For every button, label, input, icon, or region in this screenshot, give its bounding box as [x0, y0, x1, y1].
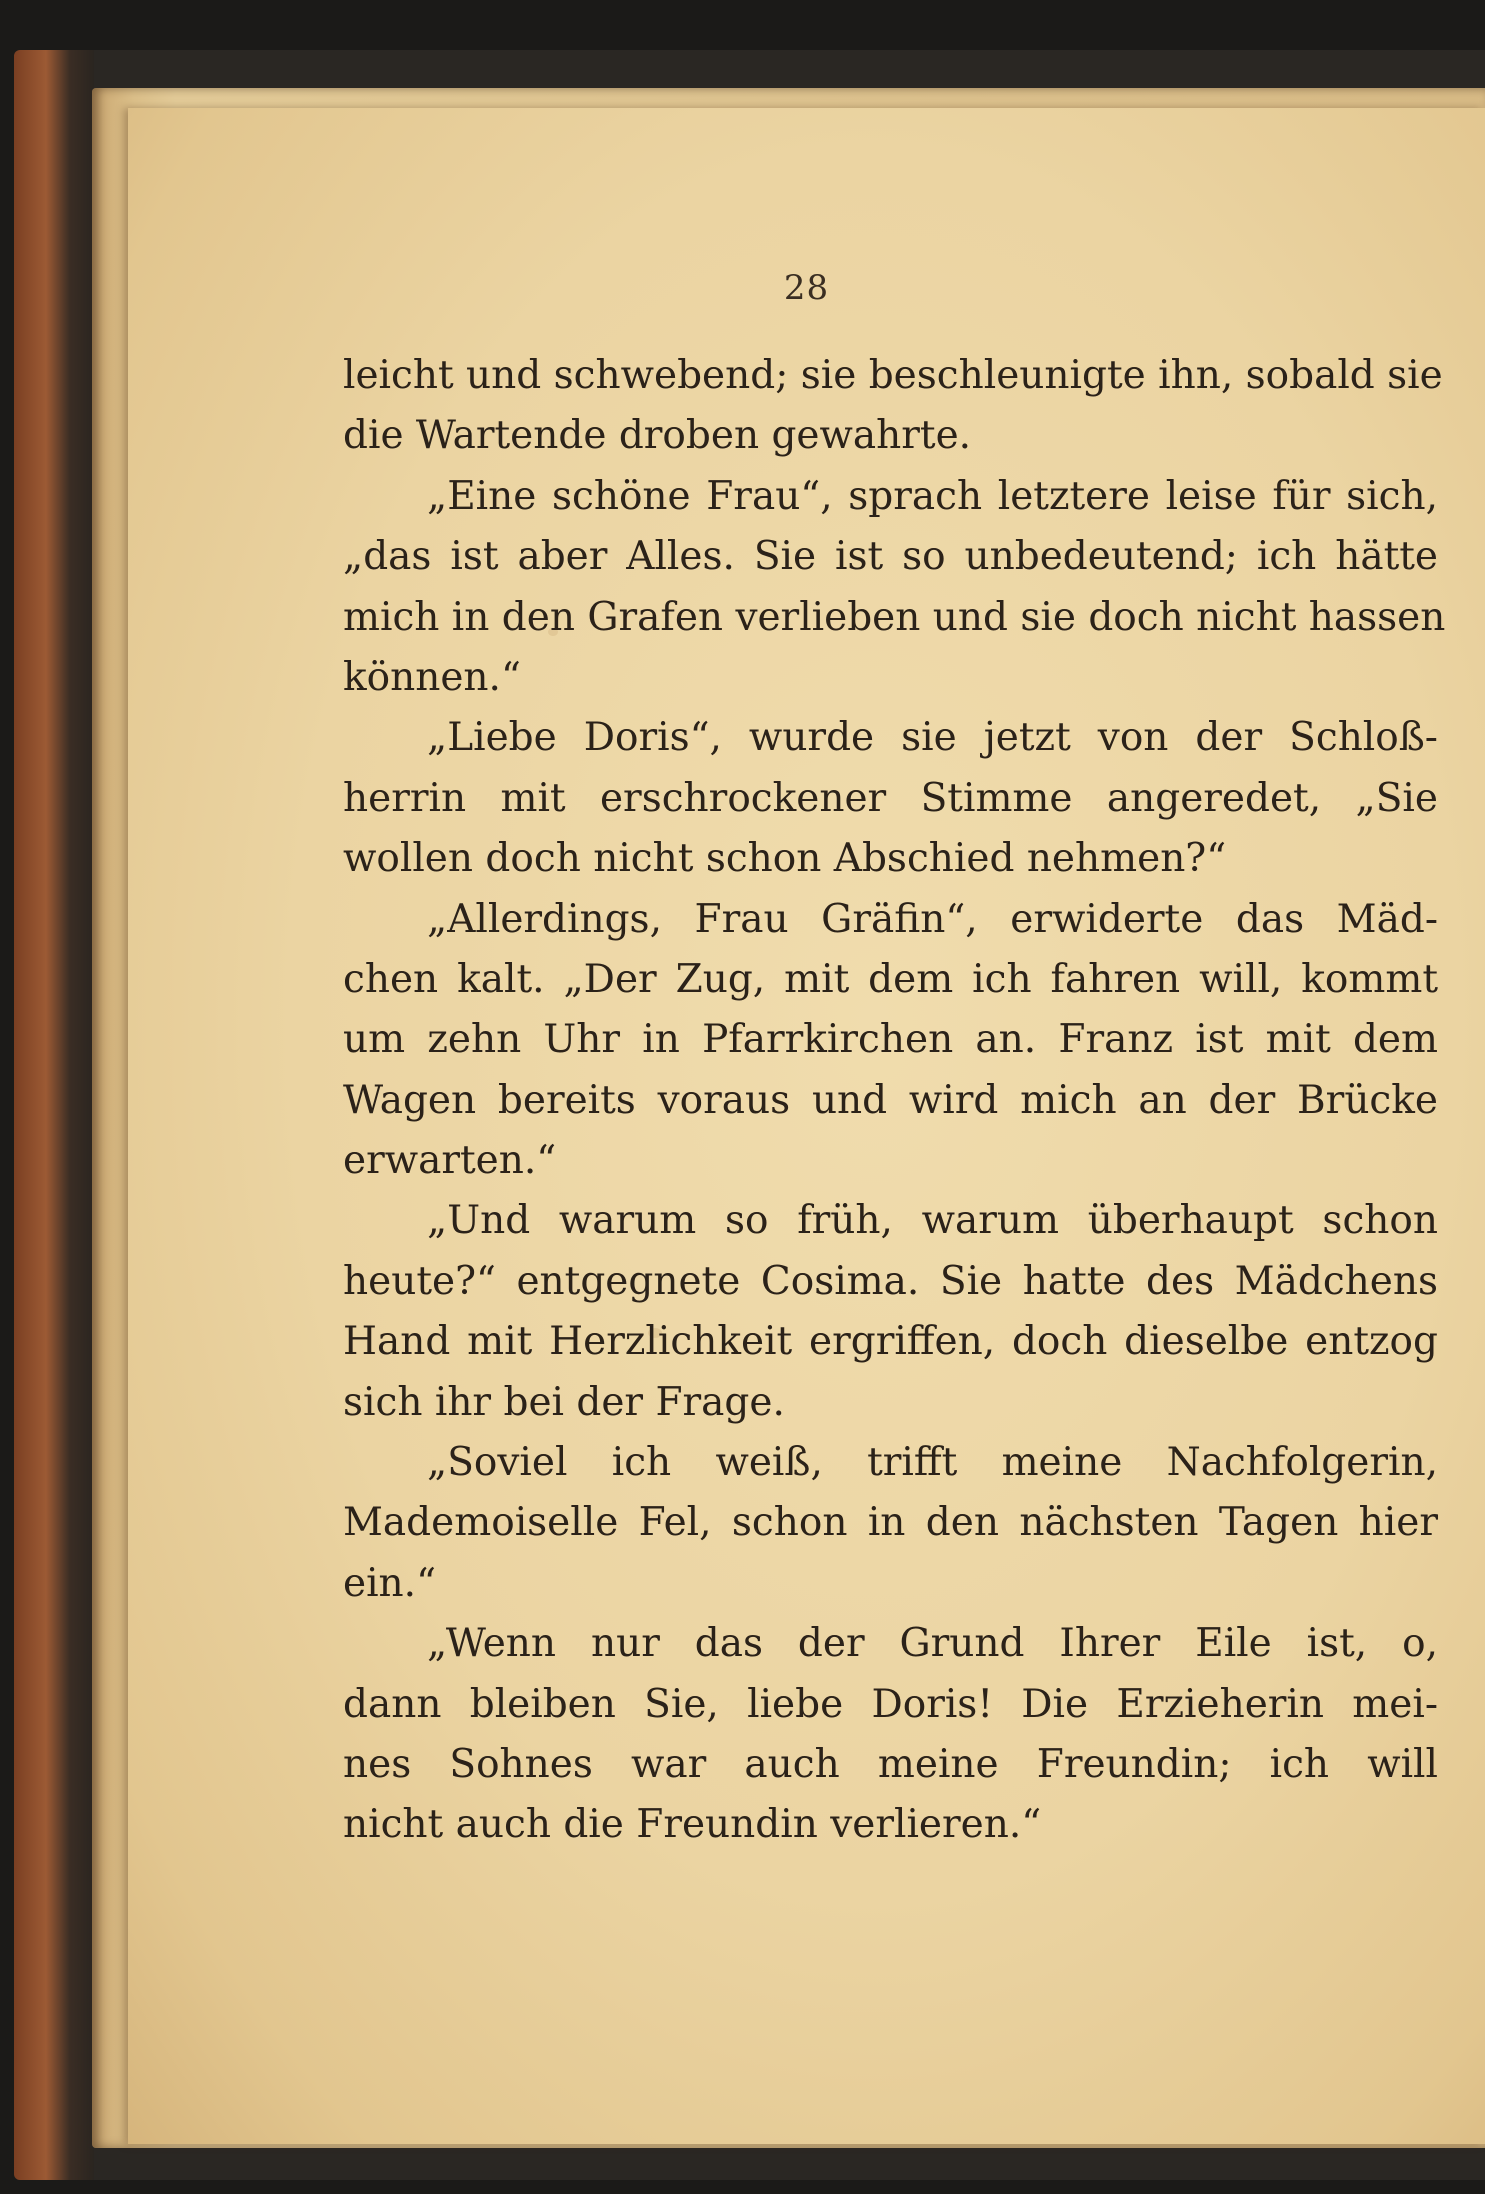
text-line: „das ist aber Alles. Sie ist so unbedeutend; ich hätte	[343, 534, 1438, 580]
book-spine-leather	[14, 50, 94, 2180]
text-line: wollen doch nicht schon Abschied nehmen?“	[343, 836, 1227, 882]
text-line: um zehn Uhr in Pfarrkirchen an. Franz ist mit dem	[343, 1017, 1438, 1063]
text-line: dann bleiben Sie, liebe Doris! Die Erzieherin mei-	[343, 1681, 1438, 1727]
text-line: „Und warum so früh, warum überhaupt schon	[427, 1198, 1438, 1244]
page-number: 28	[783, 268, 830, 308]
text-line: Wagen bereits voraus und wird mich an der Brücke	[343, 1077, 1438, 1123]
text-line: die Wartende droben gewahrte.	[343, 413, 972, 459]
book-page	[128, 108, 1485, 2144]
text-line: „Liebe Doris“, wurde sie jetzt von der Schloß-	[427, 715, 1438, 761]
text-line: chen kalt. „Der Zug, mit dem ich fahren will, kommt	[343, 956, 1438, 1002]
text-line: „Eine schöne Frau“, sprach letztere leise für sich,	[427, 473, 1438, 519]
text-line: erwarten.“	[343, 1138, 557, 1184]
text-line: nes Sohnes war auch meine Freundin; ich will	[343, 1741, 1438, 1787]
text-line: leicht und schwebend; sie beschleunigte ihn, sobald sie	[343, 353, 1443, 398]
text-line: „Wenn nur das der Grund Ihrer Eile ist, o,	[427, 1621, 1438, 1667]
text-line: nicht auch die Freundin verlieren.“	[343, 1802, 1042, 1848]
text-line: heute?“ entgegnete Cosima. Sie hatte des Mädchens	[343, 1258, 1438, 1304]
text-line: „Soviel ich weiß, trifft meine Nachfolgerin,	[427, 1440, 1438, 1486]
text-line: „Allerdings, Frau Gräfin“, erwiderte das Mäd-	[427, 896, 1438, 942]
text-line: mich in den Grafen verlieben und sie doch nicht hassen	[343, 594, 1446, 640]
text-line: Mademoiselle Fel, schon in den nächsten Tagen hier	[343, 1500, 1438, 1546]
text-line: können.“	[343, 654, 521, 700]
text-line: Hand mit Herzlichkeit ergriffen, doch dieselbe entzog	[343, 1319, 1438, 1365]
text-line: herrin mit erschrockener Stimme angeredet, „Sie	[343, 775, 1438, 821]
text-line: sich ihr bei der Frage.	[343, 1379, 785, 1425]
body-text	[343, 346, 1446, 1856]
text-line: ein.“	[343, 1560, 437, 1606]
